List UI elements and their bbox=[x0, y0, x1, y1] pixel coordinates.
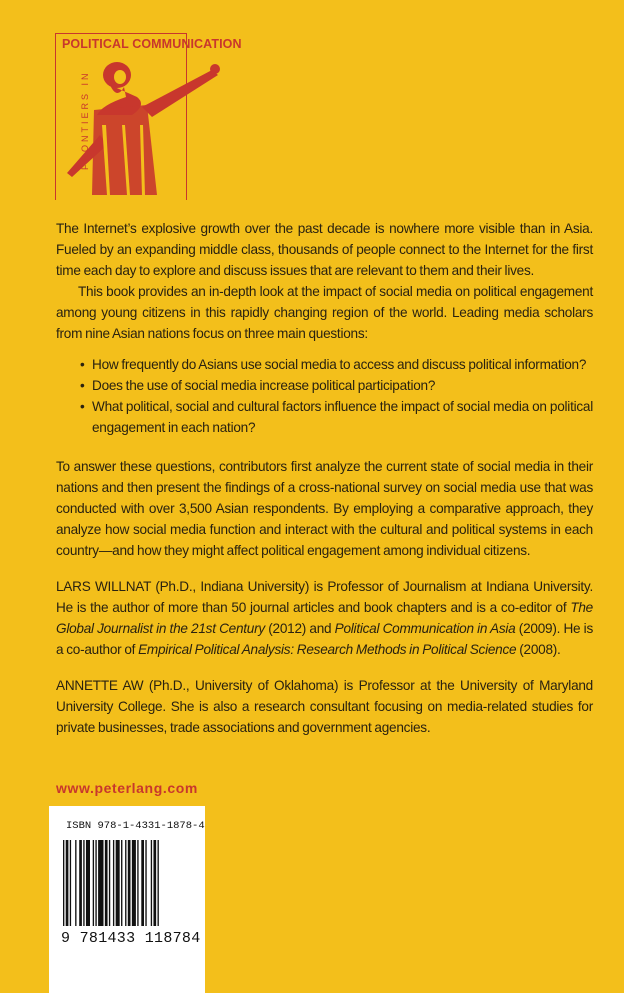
barcode-bar bbox=[137, 840, 138, 926]
barcode-bar bbox=[63, 840, 64, 926]
barcode-bar bbox=[86, 840, 90, 926]
barcode-bar bbox=[158, 840, 159, 926]
barcode-bar bbox=[93, 840, 94, 926]
barcode-bar bbox=[145, 840, 146, 926]
barcode-bar bbox=[98, 840, 103, 926]
series-title: POLITICAL COMMUNICATION bbox=[62, 37, 242, 51]
barcode-bar bbox=[132, 840, 136, 926]
athena-figure-illustration bbox=[62, 55, 262, 200]
barcode-bar bbox=[151, 840, 152, 926]
list-item: • How frequently do Asians use social media to access and discuss political information? bbox=[80, 354, 593, 375]
barcode-bar bbox=[125, 840, 126, 926]
barcode-bar bbox=[141, 840, 144, 926]
barcode-bar bbox=[70, 840, 71, 926]
barcode-bar bbox=[121, 840, 122, 926]
list-item: • What political, social and cultural factors influence the impact of social media on political engagement in each nation? bbox=[80, 396, 593, 438]
barcode-digits: 9 781433 118784 bbox=[61, 930, 201, 947]
isbn-barcode bbox=[49, 806, 205, 993]
barcode-bar bbox=[128, 840, 131, 926]
barcode-bar bbox=[83, 840, 84, 926]
overview-paragraph: This book provides an in-depth look at the impact of social media on political engagement among young citizens in this rapidly changing region of the world. Leading media scholars from nine Asian nations focus on three main questions: bbox=[56, 284, 593, 341]
barcode-bar bbox=[113, 840, 114, 926]
barcode-bar bbox=[75, 840, 76, 926]
barcode-bar bbox=[95, 840, 96, 926]
list-item: • Does the use of social media increase political participation? bbox=[80, 375, 593, 396]
isbn-label: ISBN 978-1-4331-1878-4 bbox=[66, 820, 205, 832]
barcode-bar bbox=[109, 840, 110, 926]
barcode-bar bbox=[116, 840, 120, 926]
series-side-label: FRONTIERS IN bbox=[80, 70, 90, 170]
barcode-bar bbox=[79, 840, 82, 926]
bio-aw: ANNETTE AW (Ph.D., University of Oklahoma) is Professor at the University of Maryland University College. She is also a research consultant focusing on media-related studies for private businesses, trade associations and government agencies. bbox=[56, 678, 593, 735]
bio-willnat: LARS WILLNAT (Ph.D., Indiana University) is Professor of Journalism at Indiana University. He is the author of more than 50 journal articles and book chapters and is a co-editor of The Global Journalist in the 21st Century (2012) and Political Communication in Asia (2009). He is a co-author of Empirical Political Analysis: Research Methods in Political Science (2008). bbox=[56, 579, 593, 657]
barcode-bar bbox=[66, 840, 69, 926]
publisher-url[interactable]: www.peterlang.com bbox=[56, 780, 198, 796]
intro-paragraph: The Internet’s explosive growth over the past decade is nowhere more visible than in Asia. Fueled by an expanding middle class, thousands of people connect to the Internet for the first time each day to explore and discuss issues that are relevant to them and their lives. bbox=[56, 221, 593, 278]
barcode-bar bbox=[105, 840, 108, 926]
barcode-bars bbox=[63, 840, 193, 930]
method-paragraph: To answer these questions, contributors first analyze the current state of social media in their nations and then present the findings of a cross-national survey on social media use that was conducted with over 3,500 Asian respondents. By employing a comparative approach, they analyze how social media function and interact with the cultural and political systems in each country—and how they might affect political engagement among individual citizens. bbox=[56, 459, 593, 558]
description bbox=[56, 218, 593, 738]
barcode-bar bbox=[153, 840, 156, 926]
questions-list bbox=[56, 354, 593, 438]
